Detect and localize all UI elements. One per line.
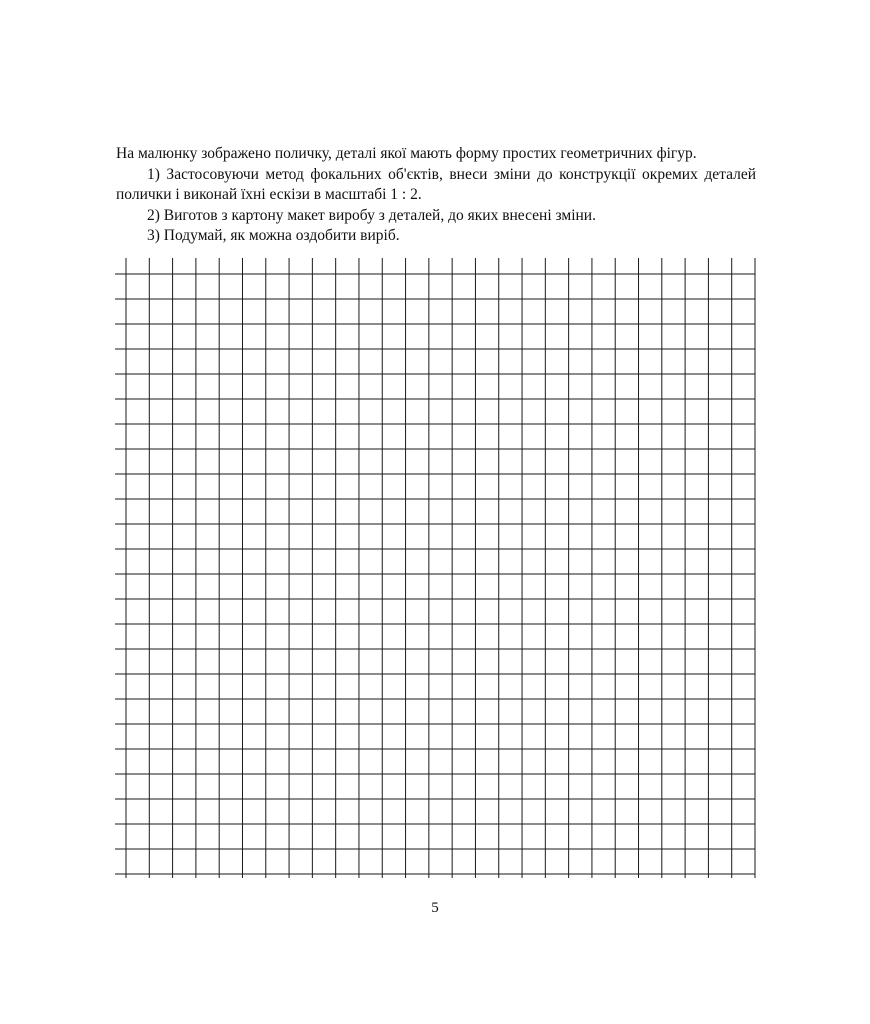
task-intro: На малюнку зображено поличку, деталі якої мають форму простих геометричних фігур. <box>116 145 697 162</box>
squared-grid-area <box>110 254 760 884</box>
task-step-2: 2) Виготов з картону макет виробу з деталей, до яких внесені зміни. <box>147 206 596 224</box>
task-step-1: 1) Застосовуючи метод фокальних об'єктів, внеси зміни до конструкції окремих деталей полички і виконай їхні ескізи в масштабі 1 : 2. <box>116 165 756 203</box>
task-step-3: 3) Подумай, як можна оздобити виріб. <box>147 227 400 244</box>
graph-paper-grid <box>110 254 760 884</box>
page-number: 5 <box>431 900 439 916</box>
task-text <box>116 144 756 247</box>
